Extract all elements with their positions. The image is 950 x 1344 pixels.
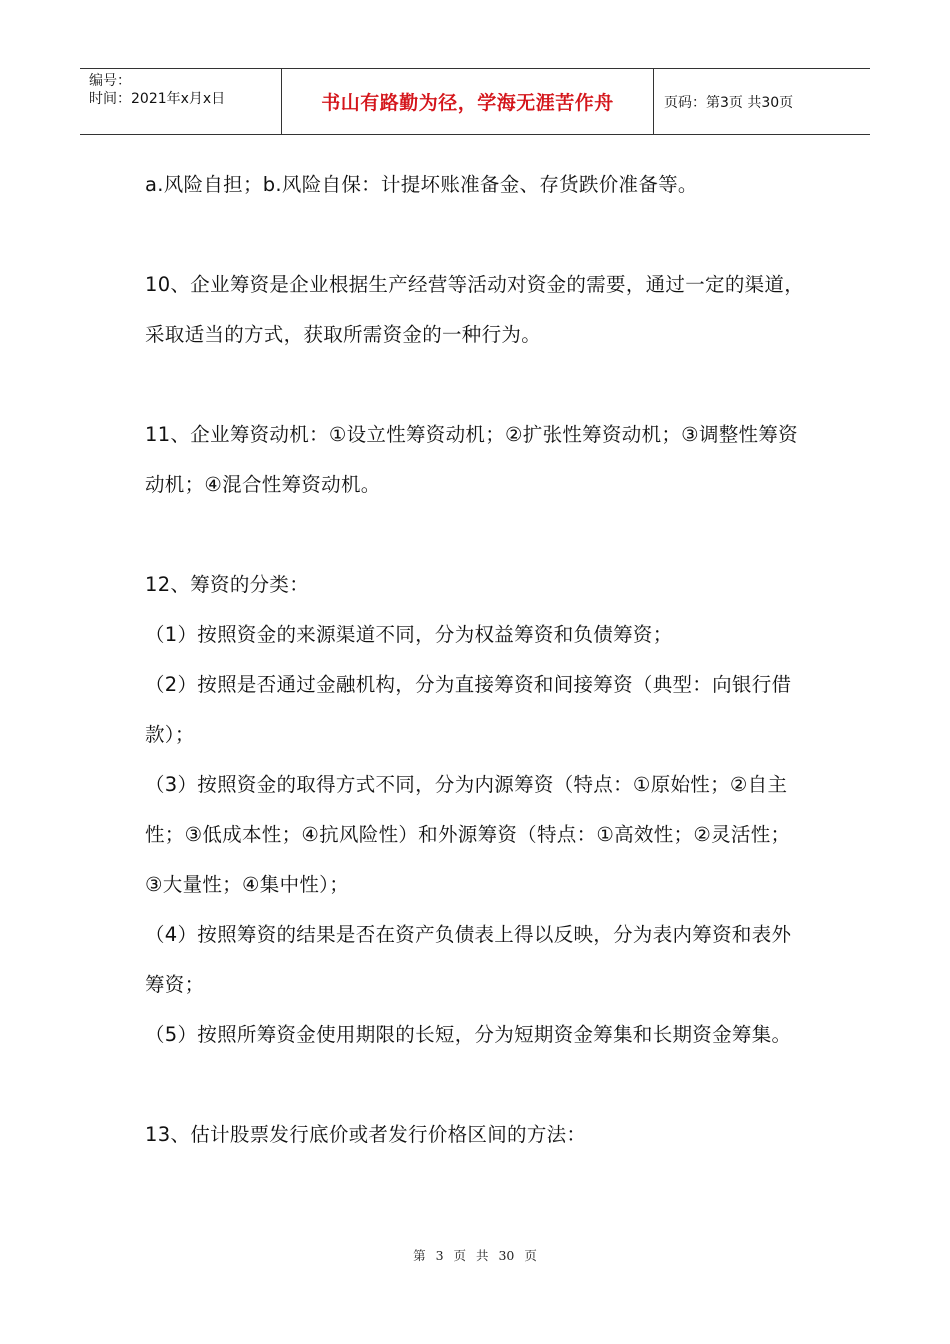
- header-page-cell: [654, 69, 870, 134]
- serial-label: 编号：: [89, 73, 131, 89]
- paragraph-risk: a.风险自担；b.风险自保：计提坏账准备金、存货跌价准备等。: [145, 173, 698, 196]
- list-item: （3）按照资金的取得方式不同，分为内源筹资（特点：①原始性；②自主性；③低成本性；④抗风险性）和外源筹资（特点：①高效性；②灵活性；③大量性；④集中性）；: [145, 773, 791, 896]
- date-label: 时间：2021年x月x日: [89, 91, 226, 107]
- paragraph-13: 13、估计股票发行底价或者发行价格区间的方法：: [145, 1123, 587, 1146]
- paragraph-12-title: 12、筹资的分类：: [145, 573, 310, 596]
- list-item: （1）按照资金的来源渠道不同，分为权益筹资和负债筹资；: [145, 623, 673, 646]
- motto: 书山有路勤为径，学海无涯苦作舟: [321, 92, 614, 114]
- list-item: （2）按照是否通过金融机构，分为直接筹资和间接筹资（典型：向银行借款）；: [145, 673, 792, 746]
- page-footer: 第 3 页 共 30 页: [413, 1248, 537, 1263]
- header-motto-cell: [282, 69, 654, 134]
- list-item: （5）按照所筹资金使用期限的长短，分为短期资金筹集和长期资金筹集。: [145, 1023, 792, 1046]
- page-info: 页码：第3页 共30页: [664, 94, 794, 111]
- document-body: [145, 160, 807, 1160]
- paragraph-10: 10、企业筹资是企业根据生产经营等活动对资金的需要，通过一定的渠道，采取适当的方式，获取所需资金的一种行为。: [145, 273, 805, 346]
- page-header: [80, 68, 870, 135]
- list-item: （4）按照筹资的结果是否在资产负债表上得以反映，分为表内筹资和表外筹资；: [145, 923, 792, 996]
- paragraph-11: 11、企业筹资动机：①设立性筹资动机；②扩张性筹资动机；③调整性筹资动机；④混合性筹资动机。: [145, 423, 798, 496]
- header-meta-cell: [80, 69, 282, 134]
